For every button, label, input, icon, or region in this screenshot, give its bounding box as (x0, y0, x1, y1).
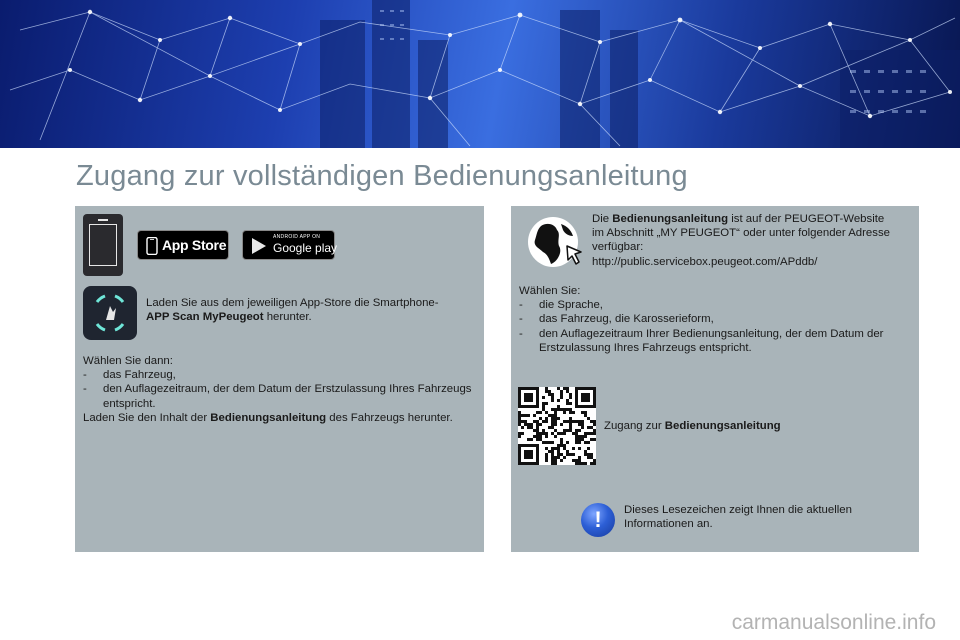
store-instruction: Laden Sie aus dem jeweiligen App-Store die Smartphone-APP Scan MyPeugeot herunter. (146, 297, 439, 324)
right-select-instructions: Wählen Sie: - die Sprache, - das Fahrzeug, die Karosserieform, - den Auflagezeitraum Ihrer Bedienungsanleitung, der dem Datum der Erstzulassung Ihres Fahrzeugs entspricht. (519, 284, 911, 355)
list-item: - den Auflagezeitraum, der dem Datum der Erstzulassung Ihres Fahrzeugs entspricht. (83, 382, 473, 410)
web-panel (511, 206, 919, 552)
scan-app-icon (83, 286, 137, 340)
info-icon: ! (581, 503, 615, 537)
left-select-instructions: Wählen Sie dann: - das Fahrzeug, - den Auflagezeitraum, der dem Datum der Erstzulassung Ihres Fahrzeugs entspricht. Laden Sie den Inhalt der Bedienungsanleitung des Fahrzeugs herunter. (83, 354, 473, 425)
watermark: carmanualsonline.info (731, 611, 936, 634)
qr-caption: Zugang zur Bedienungsanleitung (604, 420, 781, 432)
header-banner (0, 0, 960, 148)
app-panel (75, 206, 484, 552)
smartphone-icon (83, 214, 123, 276)
page-title: Zugang zur vollständigen Bedienungsanleitung (76, 160, 688, 192)
manual-website-text: Die Bedienungsanleitung ist auf der PEUGEOT-Website im Abschnitt „MY PEUGEOT“ oder unter folgender Adresse verfügbar: http://public.servicebox.peugeot.com/APddb/ (592, 212, 892, 269)
list-item: - die Sprache, (519, 298, 911, 312)
qr-code-icon[interactable] (518, 387, 596, 465)
manual-url[interactable]: http://public.servicebox.peugeot.com/APddb/ (592, 255, 818, 268)
network-skyline-graphic (0, 0, 960, 148)
app-name: APP Scan MyPeugeot (146, 311, 264, 324)
right-select-list (519, 298, 911, 355)
google-play-icon (251, 237, 267, 255)
download-instruction: Laden Sie den Inhalt der Bedienungsanleitung des Fahrzeugs herunter. (83, 411, 453, 424)
info-text: Dieses Lesezeichen zeigt Ihnen die aktuellen Informationen an. (624, 504, 852, 531)
list-item: - das Fahrzeug, die Karosserieform, (519, 312, 911, 326)
app-store-label: App Store (162, 237, 227, 253)
left-select-list (83, 368, 473, 411)
list-item: - das Fahrzeug, (83, 368, 473, 382)
list-item: - den Auflagezeitraum Ihrer Bedienungsanleitung, der dem Datum der Erstzulassung Ihres Fahrzeugs entspricht. (519, 327, 911, 355)
smartphone-small-icon (146, 237, 158, 255)
google-play-badge[interactable] (242, 230, 338, 260)
google-play-small-label: ANDROID APP ON (273, 234, 321, 240)
globe-cursor-icon (523, 212, 587, 276)
app-store-badge[interactable] (137, 230, 229, 260)
google-play-label: Google play (273, 241, 338, 255)
